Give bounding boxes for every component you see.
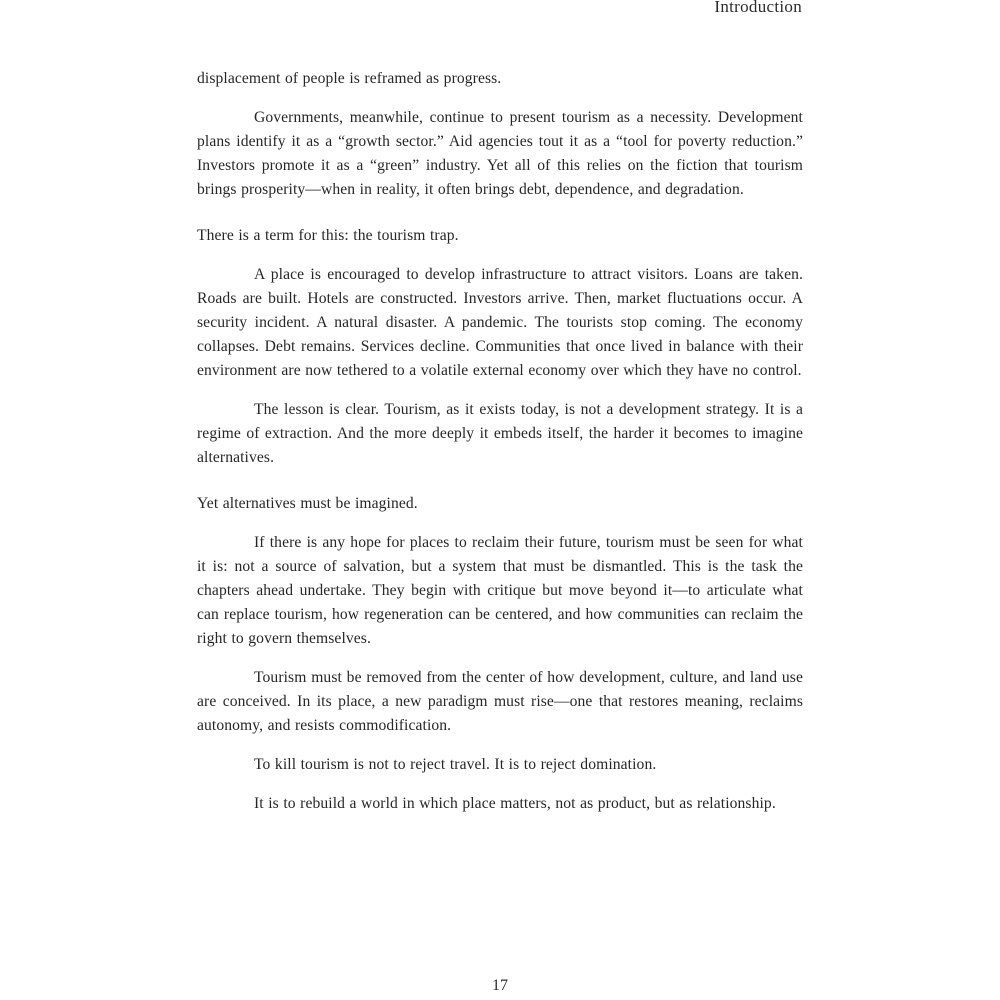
running-head: Introduction <box>714 0 802 16</box>
paragraph: A place is encouraged to develop infrastructure to attract visitors. Loans are taken. Roads are built. Hotels are constructed. Investors arrive. Then, market fluctuations occur. A security incident. A natural disaster. A pandemic. The tourists stop coming. The economy collapses. Debt remains. Services decline. Communities that once lived in balance with their environment are now tethered to a volatile external economy over which they have no control. <box>197 266 803 379</box>
paragraph: To kill tourism is not to reject travel. It is to reject domination. <box>254 756 657 773</box>
paragraph: Tourism must be removed from the center of how development, culture, and land use are conceived. In its place, a new paradigm must rise—one that restores meaning, reclaims autonomy, and resists commodification. <box>197 669 803 734</box>
paragraph: Governments, meanwhile, continue to present tourism as a necessity. Development plans identify it as a “growth sector.” Aid agencies tout it as a “tool for poverty reduction.” Investors promote it as a “green” industry. Yet all of this relies on the fiction that tourism brings prosperity—when in reality, it often brings debt, dependence, and degradation. <box>197 109 803 198</box>
paragraph-standalone: Yet alternatives must be imagined. <box>197 495 418 512</box>
paragraph-continuation: displacement of people is reframed as progress. <box>197 70 502 87</box>
paragraph: If there is any hope for places to reclaim their future, tourism must be seen for what it is: not a source of salvation, but a system that must be dismantled. This is the task the chapters ahead undertake. They begin with critique but move beyond it—to articulate what can replace tourism, how regeneration can be centered, and how communities can reclaim the right to govern themselves. <box>197 534 803 647</box>
paragraph: It is to rebuild a world in which place matters, not as product, but as relationship. <box>254 795 776 812</box>
paragraph-standalone: There is a term for this: the tourism trap. <box>197 227 459 244</box>
body-text <box>197 67 803 816</box>
page-number: 17 <box>492 977 508 994</box>
paragraph: The lesson is clear. Tourism, as it exists today, is not a development strategy. It is a regime of extraction. And the more deeply it embeds itself, the harder it becomes to imagine alternatives. <box>197 401 803 466</box>
